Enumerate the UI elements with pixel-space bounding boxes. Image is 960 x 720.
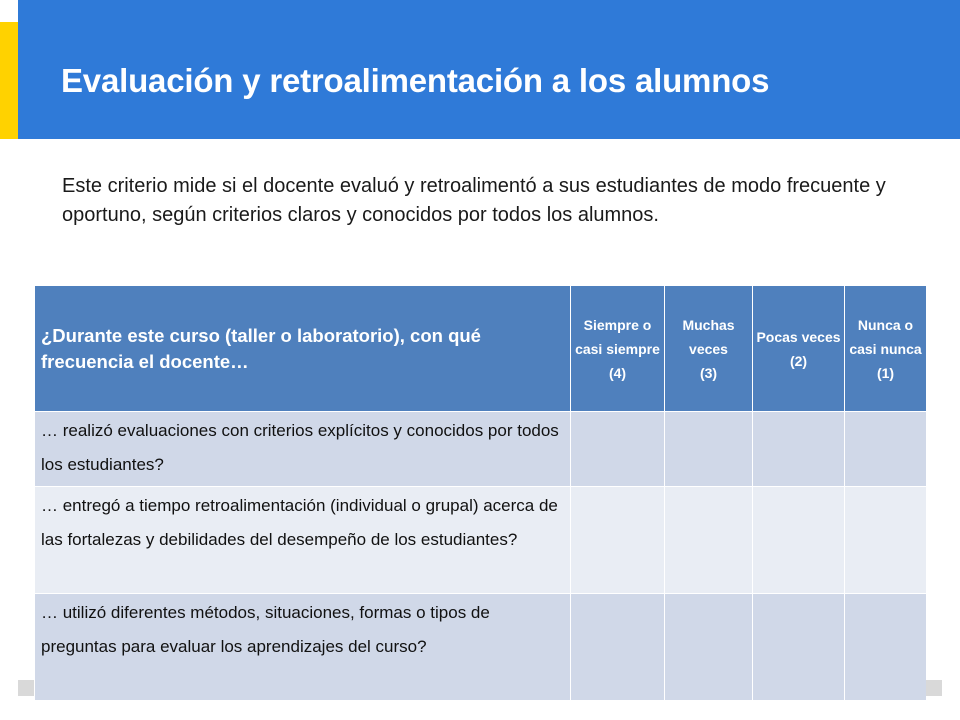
answer-cell-1[interactable]: [845, 594, 927, 701]
option-value: (3): [699, 364, 718, 381]
option-header-2: [753, 286, 845, 412]
answer-cell-3[interactable]: [665, 487, 753, 594]
statement-cell: … realizó evaluaciones con criterios explícitos y conocidos por todos los estudiantes?: [35, 412, 571, 487]
frequency-survey-table: [34, 285, 927, 701]
option-header-4: [571, 286, 665, 412]
answer-cell-2[interactable]: [753, 412, 845, 487]
statement-cell: … entregó a tiempo retroalimentación (individual o grupal) acerca de las fortalezas y debilidades del desempeño de los estudiantes?: [35, 487, 571, 594]
option-value: (2): [789, 352, 808, 369]
option-label: Nunca o casi nunca: [849, 316, 922, 357]
answer-cell-4[interactable]: [571, 412, 665, 487]
answer-cell-2[interactable]: [753, 487, 845, 594]
answer-cell-2[interactable]: [753, 594, 845, 701]
answer-cell-1[interactable]: [845, 412, 927, 487]
table-row: [35, 594, 927, 701]
option-header-1: [845, 286, 927, 412]
option-value: (1): [876, 364, 895, 381]
decorative-square-left: [18, 680, 34, 696]
table-header-row: [35, 286, 927, 412]
option-label: Muchas veces: [682, 316, 735, 357]
table-row: [35, 412, 927, 487]
slide-title: Evaluación y retroalimentación a los alumnos: [61, 62, 770, 99]
answer-cell-3[interactable]: [665, 594, 753, 701]
option-header-3: [665, 286, 753, 412]
table-row: [35, 487, 927, 594]
accent-bar: [0, 22, 18, 139]
answer-cell-3[interactable]: [665, 412, 753, 487]
decorative-square-right: [926, 680, 942, 696]
answer-cell-1[interactable]: [845, 487, 927, 594]
option-label: Pocas veces: [756, 328, 841, 345]
statement-cell: … utilizó diferentes métodos, situaciones, formas o tipos de preguntas para evaluar los aprendizajes del curso?: [35, 594, 571, 701]
option-label: Siempre o casi siempre: [575, 316, 660, 357]
answer-cell-4[interactable]: [571, 487, 665, 594]
intro-paragraph: Este criterio mide si el docente evaluó y retroalimentó a sus estudiantes de modo frecuente y oportuno, según criterios claros y conocidos por todos los alumnos.: [62, 175, 886, 226]
question-header: ¿Durante este curso (taller o laboratorio), con qué frecuencia el docente…: [35, 286, 571, 412]
answer-cell-4[interactable]: [571, 594, 665, 701]
option-value: (4): [608, 364, 627, 381]
